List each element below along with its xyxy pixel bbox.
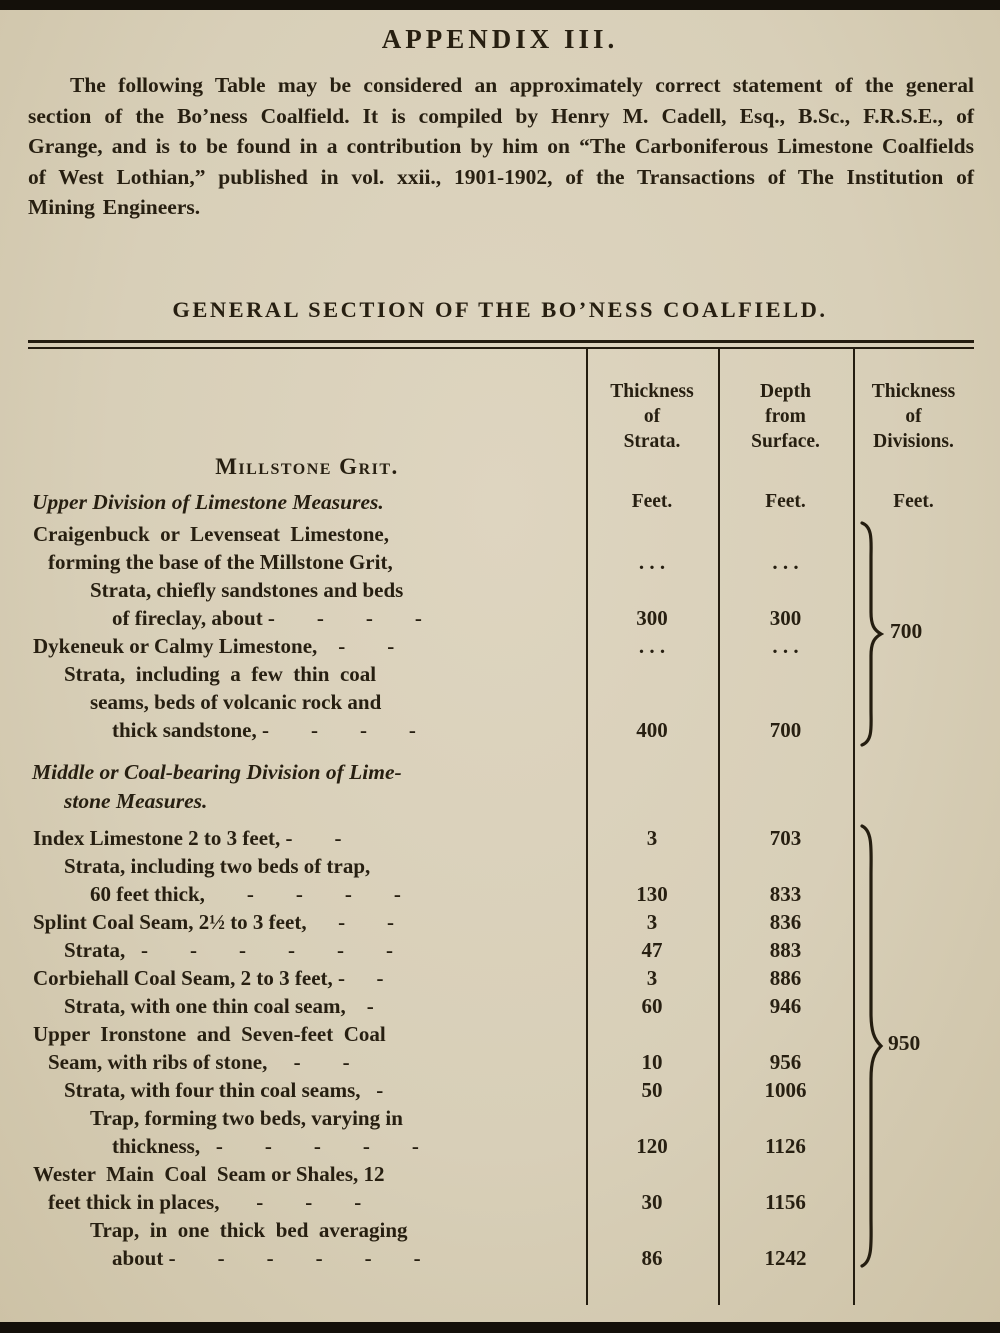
section-b-heading: Middle or Coal-bearing Division of Lime- bbox=[32, 760, 402, 784]
row-label: Strata, - - - - - - bbox=[64, 938, 393, 962]
row-thickness: 300 bbox=[636, 606, 668, 630]
row-label: Strata, including a few thin coal bbox=[64, 662, 377, 686]
division-brace-950 bbox=[858, 823, 884, 1269]
row-thickness bbox=[586, 520, 718, 548]
row-label: Trap, forming two beds, varying in bbox=[90, 1106, 403, 1130]
row-depth: 700 bbox=[769, 718, 802, 742]
general-section-table bbox=[28, 340, 974, 1305]
row-thickness bbox=[586, 1020, 718, 1048]
row-depth bbox=[718, 688, 853, 716]
row-label: Strata, including two beds of trap, bbox=[64, 854, 371, 878]
section-a-heading: Upper Division of Limestone Measures. bbox=[32, 489, 384, 514]
section-b-heading-row bbox=[28, 758, 974, 787]
table-row bbox=[28, 1104, 974, 1132]
row-thickness bbox=[586, 1160, 718, 1188]
row-thickness bbox=[586, 688, 718, 716]
row-depth bbox=[718, 852, 853, 880]
header-line: Surface. bbox=[751, 431, 820, 452]
row-label: forming the base of the Millstone Grit, bbox=[48, 550, 393, 574]
header-line: of bbox=[905, 406, 922, 427]
row-thickness: 120 bbox=[636, 1134, 668, 1158]
section-heading: GENERAL SECTION OF THE BO’NESS COALFIELD. bbox=[172, 297, 828, 322]
row-depth bbox=[718, 1216, 853, 1244]
row-label: about - - - - - - bbox=[112, 1246, 421, 1270]
row-thickness: 400 bbox=[636, 718, 668, 742]
division-total-950: 950 bbox=[888, 1031, 921, 1055]
row-depth: 703 bbox=[769, 826, 802, 850]
column-divider bbox=[853, 349, 855, 1305]
column-divider bbox=[718, 349, 720, 1305]
row-thickness: . . . bbox=[638, 550, 666, 574]
row-thickness: 30 bbox=[641, 1190, 663, 1214]
row-thickness bbox=[586, 1104, 718, 1132]
table-row bbox=[28, 880, 974, 908]
row-label: thickness, - - - - - bbox=[112, 1134, 419, 1158]
row-label: 60 feet thick, - - - - bbox=[90, 882, 401, 906]
table-row bbox=[28, 1076, 974, 1104]
table-row bbox=[28, 576, 974, 604]
header-line: Thickness bbox=[610, 381, 694, 402]
row-label: feet thick in places, - - - bbox=[48, 1190, 362, 1214]
row-label: Trap, in one thick bed averaging bbox=[90, 1218, 408, 1242]
division-total-700: 700 bbox=[890, 619, 923, 643]
row-depth: 836 bbox=[769, 910, 802, 934]
row-thickness: 47 bbox=[641, 938, 663, 962]
table-row bbox=[28, 964, 974, 992]
row-thickness bbox=[586, 660, 718, 688]
row-thickness: 3 bbox=[646, 826, 658, 850]
row-depth bbox=[718, 520, 853, 548]
table-row bbox=[28, 1216, 974, 1244]
page-title: APPENDIX III. bbox=[381, 24, 619, 54]
row-depth: 886 bbox=[769, 966, 802, 990]
row-label: Index Limestone 2 to 3 feet, - - bbox=[33, 826, 342, 850]
table-row bbox=[28, 936, 974, 964]
row-depth: 1126 bbox=[765, 1134, 806, 1158]
row-depth bbox=[718, 576, 853, 604]
table-row bbox=[28, 716, 974, 744]
row-depth: 1242 bbox=[764, 1246, 807, 1270]
header-line: of bbox=[643, 406, 661, 427]
scan-top-edge bbox=[0, 0, 1000, 10]
intro-paragraph: The following Table may be considered an approximately correct statement of the general section of the Bo’ness Coalfield. It is compiled by Henry M. Cadell, Esq., B.Sc., F.R.S.E., of Grange, and is to be found in a contribution by him on “The Carboniferous Limestone Coalfields of West Lothian,” published in vol. xxii., 1901-1902, of the Transactions of The Institution of Mining Engineers. bbox=[28, 73, 974, 219]
section-a-rows bbox=[28, 520, 974, 744]
row-label: thick sandstone, - - - - bbox=[112, 718, 416, 742]
table-row bbox=[28, 688, 974, 716]
row-depth: 833 bbox=[769, 882, 802, 906]
units-feet: Feet. bbox=[631, 491, 673, 512]
row-label: of fireclay, about - - - - bbox=[112, 606, 422, 630]
millstone-grit-heading: Millstone Grit. bbox=[215, 454, 399, 479]
row-thickness: 10 bbox=[641, 1050, 663, 1074]
section-a-heading-row bbox=[28, 484, 974, 520]
row-thickness: 130 bbox=[636, 882, 668, 906]
table-row bbox=[28, 824, 974, 852]
units-feet: Feet. bbox=[893, 491, 934, 512]
row-label: Strata, with four thin coal seams, - bbox=[64, 1078, 384, 1102]
row-thickness bbox=[586, 576, 718, 604]
header-line: Thickness bbox=[871, 381, 956, 402]
table-row bbox=[28, 1160, 974, 1188]
row-label: Wester Main Coal Seam or Shales, 12 bbox=[33, 1162, 385, 1186]
section-b-heading-continued: stone Measures. bbox=[64, 789, 208, 813]
row-thickness: . . . bbox=[638, 634, 666, 658]
table-row bbox=[28, 632, 974, 660]
row-depth bbox=[718, 1160, 853, 1188]
column-header-depth-surface bbox=[718, 349, 853, 484]
header-line: Strata. bbox=[623, 431, 681, 452]
section-b-rows bbox=[28, 824, 974, 1272]
row-thickness bbox=[586, 1216, 718, 1244]
division-brace-700 bbox=[858, 520, 884, 748]
scan-bottom-edge bbox=[0, 1322, 1000, 1333]
row-thickness: 3 bbox=[646, 910, 658, 934]
row-depth bbox=[718, 1020, 853, 1048]
row-depth: 1006 bbox=[764, 1078, 807, 1102]
column-header-thickness-strata bbox=[586, 349, 718, 484]
header-line: Depth bbox=[760, 381, 811, 402]
table-row bbox=[28, 1132, 974, 1160]
row-depth: 946 bbox=[769, 994, 802, 1018]
section-b-heading-row-2 bbox=[28, 787, 974, 816]
row-thickness: 60 bbox=[641, 994, 663, 1018]
row-label: Seam, with ribs of stone, - - bbox=[48, 1050, 350, 1074]
row-thickness bbox=[586, 852, 718, 880]
table-row bbox=[28, 992, 974, 1020]
header-line: Divisions. bbox=[873, 431, 954, 452]
row-depth: 300 bbox=[769, 606, 802, 630]
table-row bbox=[28, 1020, 974, 1048]
table-row bbox=[28, 908, 974, 936]
table-row bbox=[28, 1244, 974, 1272]
table-row bbox=[28, 1188, 974, 1216]
row-label: Corbiehall Coal Seam, 2 to 3 feet, - - bbox=[33, 966, 384, 990]
table-header-row bbox=[28, 349, 974, 484]
row-label: Strata, with one thin coal seam, - bbox=[64, 994, 374, 1018]
row-thickness: 3 bbox=[646, 966, 658, 990]
row-label: Strata, chiefly sandstones and beds bbox=[90, 578, 404, 602]
row-depth bbox=[718, 1104, 853, 1132]
units-feet: Feet. bbox=[765, 491, 806, 512]
column-header-thickness-divisions bbox=[853, 349, 974, 484]
row-label: Dykeneuk or Calmy Limestone, - - bbox=[33, 634, 395, 658]
row-label: Upper Ironstone and Seven-feet Coal bbox=[33, 1022, 386, 1046]
table-row bbox=[28, 548, 974, 576]
header-line: from bbox=[765, 406, 806, 427]
row-label: seams, beds of volcanic rock and bbox=[90, 690, 382, 714]
table-top-double-rule bbox=[28, 340, 974, 349]
table-row bbox=[28, 660, 974, 688]
row-depth: 883 bbox=[769, 938, 802, 962]
row-depth: 956 bbox=[769, 1050, 802, 1074]
row-depth: . . . bbox=[772, 550, 799, 574]
column-divider bbox=[586, 349, 588, 1305]
row-depth bbox=[718, 660, 853, 688]
table-row bbox=[28, 520, 974, 548]
row-label: Splint Coal Seam, 2½ to 3 feet, - - bbox=[33, 910, 395, 934]
row-thickness: 50 bbox=[641, 1078, 663, 1102]
table-row bbox=[28, 604, 974, 632]
row-depth: 1156 bbox=[765, 1190, 806, 1214]
table-row bbox=[28, 852, 974, 880]
row-depth: . . . bbox=[772, 634, 799, 658]
row-label: Craigenbuck or Levenseat Limestone, bbox=[33, 522, 390, 546]
row-thickness: 86 bbox=[641, 1246, 663, 1270]
table-row bbox=[28, 1048, 974, 1076]
